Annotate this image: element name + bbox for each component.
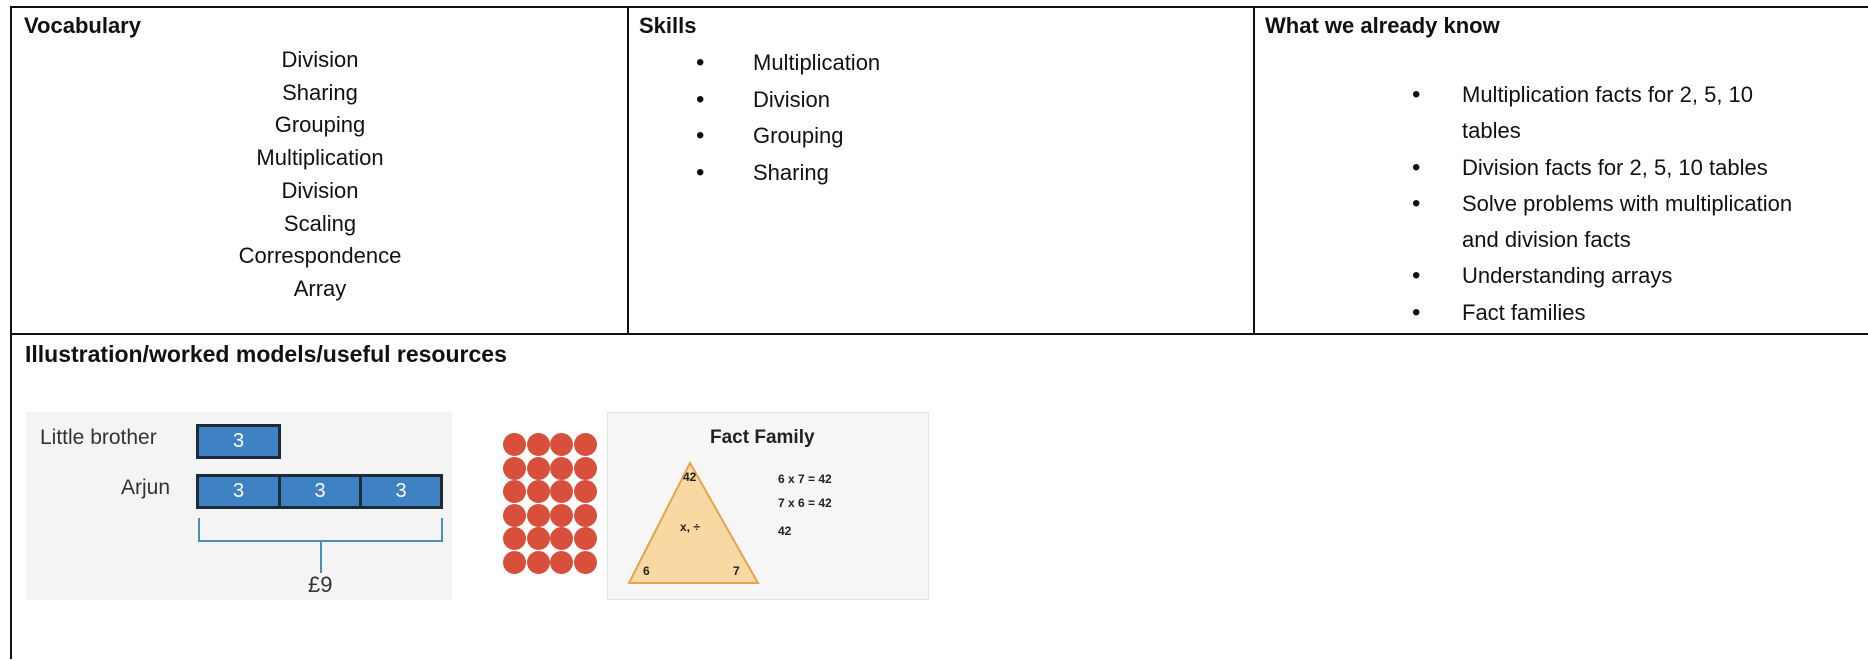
array-dot	[503, 551, 526, 574]
skill-item: • Sharing	[696, 155, 880, 192]
array-dot	[550, 433, 573, 456]
total-bracket	[198, 518, 443, 542]
bar-model-diagram	[26, 412, 452, 600]
triangle-operations: x, ÷	[680, 520, 700, 534]
skills-list	[696, 45, 880, 191]
fact-equation: 6 x 7 = 42	[778, 472, 832, 486]
triangle-top-number: 42	[683, 470, 697, 484]
array-dot	[574, 504, 597, 527]
array-dot	[503, 480, 526, 503]
bar-segment: 3	[196, 424, 281, 459]
vocab-word: Division	[281, 47, 359, 72]
prior-knowledge-cell	[1255, 8, 1868, 334]
triangle-bottom-right-number: 7	[733, 564, 740, 578]
bar-segment: 3	[359, 474, 443, 509]
skill-item: • Division	[696, 82, 880, 119]
array-dot	[527, 480, 550, 503]
array-dot	[503, 433, 526, 456]
prior-knowledge-list	[1412, 77, 1812, 331]
skill-item: • Grouping	[696, 118, 880, 155]
vocabulary-cell	[12, 8, 628, 334]
vocab-word: Scaling	[283, 210, 357, 236]
knowledge-item: • Division facts for 2, 5, 10 tables	[1412, 150, 1812, 186]
array-dot	[527, 527, 550, 550]
vocab-word: Correspondence	[238, 243, 402, 269]
array-dot	[503, 457, 526, 480]
dot-array	[503, 429, 597, 595]
total-bracket-stem	[320, 541, 322, 573]
vocab-word: Array	[293, 275, 347, 301]
knowledge-item: • Understanding arrays	[1412, 258, 1812, 294]
fact-family-title: Fact Family	[710, 427, 815, 448]
array-dot	[574, 433, 597, 456]
array-dot	[550, 457, 573, 480]
array-dot	[527, 457, 550, 480]
array-dot	[550, 480, 573, 503]
array-dot	[527, 433, 550, 456]
array-dot	[574, 551, 597, 574]
array-dot	[574, 527, 597, 550]
array-dot	[550, 551, 573, 574]
vocabulary-list	[12, 44, 628, 306]
vocabulary-heading: Vocabulary	[24, 13, 141, 38]
knowledge-organiser-table	[10, 6, 1868, 659]
knowledge-item: • Solve problems with multiplication and division facts	[1412, 186, 1812, 259]
fact-family-triangle	[608, 413, 930, 601]
bar-label-arjun: Arjun	[121, 476, 171, 499]
bar-segment: 3	[196, 474, 281, 509]
skills-heading: Skills	[639, 13, 697, 38]
bar-segment: 3	[278, 474, 362, 509]
fact-equation: 7 x 6 = 42	[778, 496, 832, 510]
skill-item: • Multiplication	[696, 45, 880, 82]
skills-cell	[629, 8, 1253, 334]
array-dot	[527, 504, 550, 527]
prior-knowledge-heading: What we already know	[1265, 13, 1500, 38]
resources-heading: Illustration/worked models/useful resources	[25, 341, 507, 367]
vocab-word: Division	[281, 177, 359, 203]
array-dot	[527, 551, 550, 574]
bar-label-little-brother: Little brother	[40, 426, 157, 449]
array-dot	[550, 527, 573, 550]
array-dot	[503, 527, 526, 550]
knowledge-item: • Multiplication facts for 2, 5, 10 tables	[1412, 77, 1812, 150]
fact-family-card	[607, 412, 929, 600]
triangle-bottom-left-number: 6	[643, 564, 650, 578]
array-dot	[574, 457, 597, 480]
vocab-word: Sharing	[282, 79, 358, 105]
array-dot	[503, 504, 526, 527]
array-dot	[574, 480, 597, 503]
vocab-word: Grouping	[274, 112, 366, 138]
array-dot	[550, 504, 573, 527]
fact-equation: 42	[778, 524, 792, 538]
vocab-word: Multiplication	[256, 145, 384, 171]
knowledge-item: • Fact families	[1412, 295, 1812, 331]
bar-total: £9	[308, 572, 333, 597]
